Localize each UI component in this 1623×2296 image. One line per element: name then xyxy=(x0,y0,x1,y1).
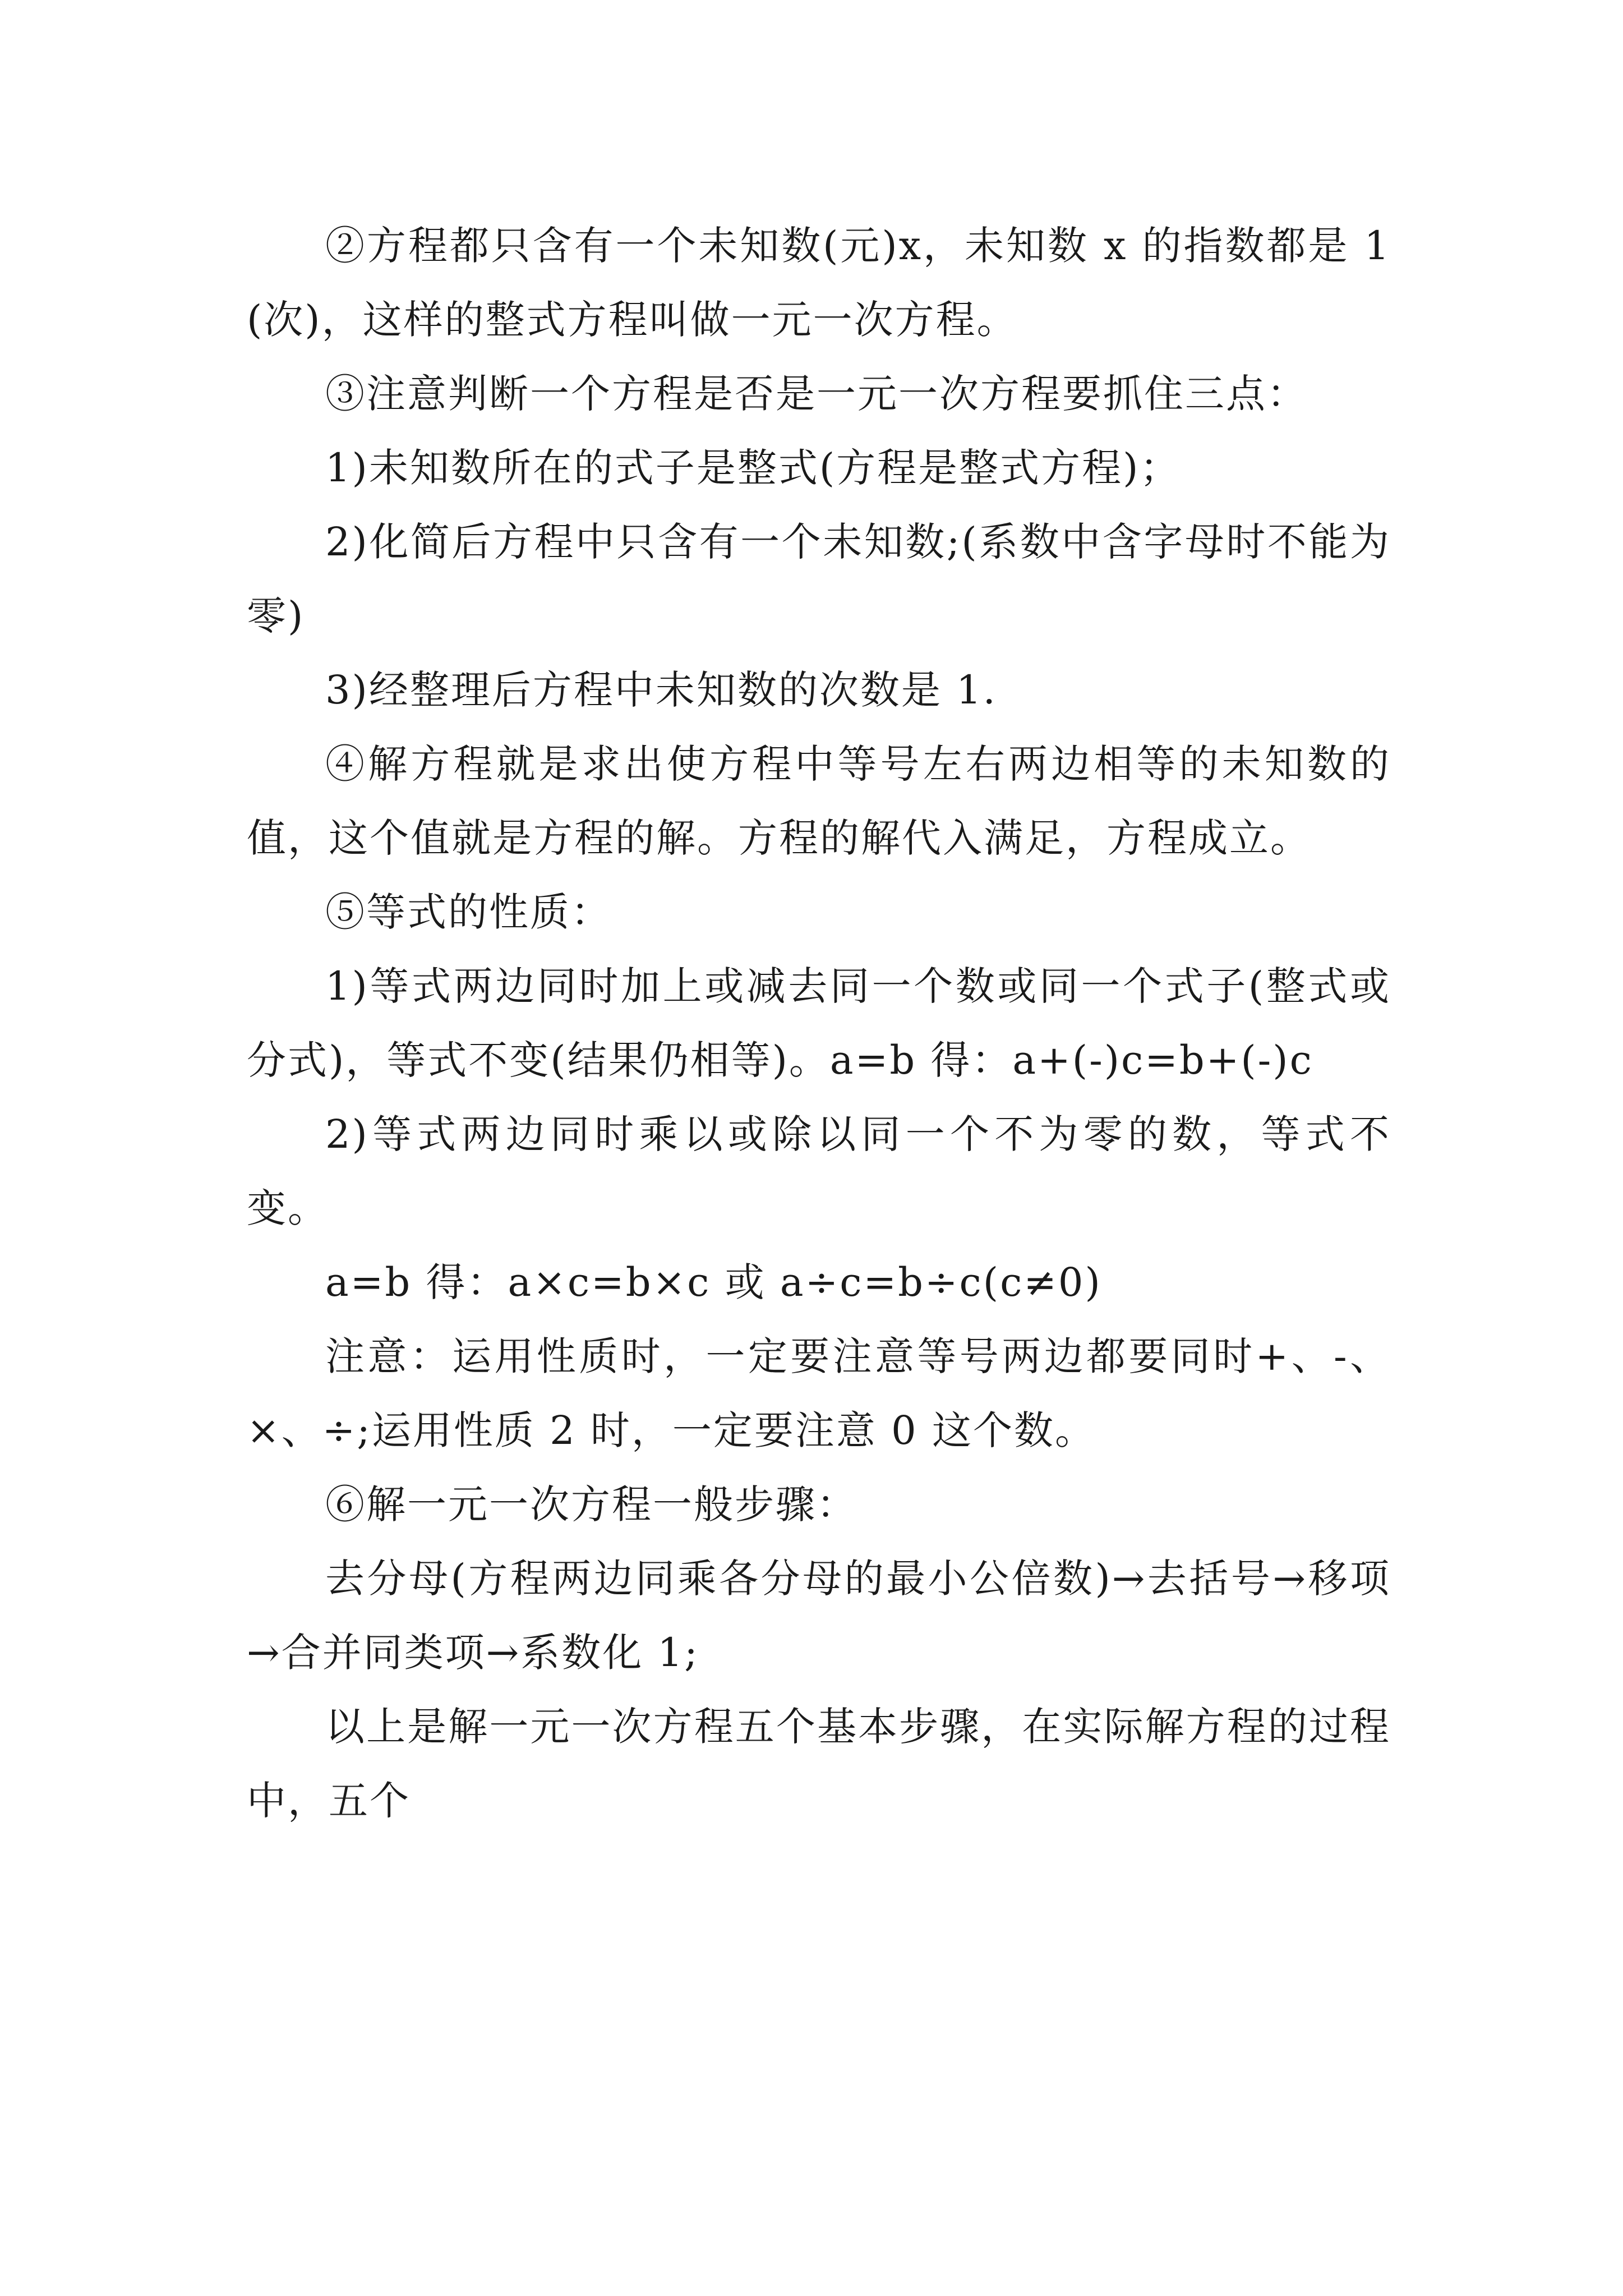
paragraph-solution-definition: ④解方程就是求出使方程中等号左右两边相等的未知数的值，这个值就是方程的解。方程的解代入满足，方程成立。 xyxy=(247,741,1391,861)
paragraph-property-1: 1)等式两边同时加上或减去同一个数或同一个式子(整式或分式)，等式不变(结果仍相等)。a=b 得：a+(-)c=b+(-)c xyxy=(247,963,1391,1083)
paragraph-steps: 去分母(方程两边同乘各分母的最小公倍数)→去括号→移项→合并同类项→系数化 1; xyxy=(247,1556,1391,1676)
paragraph-judgement-intro: ③注意判断一个方程是否是一元一次方程要抓住三点： xyxy=(325,371,1308,417)
paragraph-equality-properties-heading: ⑤等式的性质： xyxy=(325,889,612,935)
paragraph-steps-heading: ⑥解一元一次方程一般步骤： xyxy=(325,1481,857,1527)
paragraph-steps-summary: 以上是解一元一次方程五个基本步骤，在实际解方程的过程中，五个 xyxy=(247,1704,1391,1824)
document-body xyxy=(247,209,1391,1838)
paragraph-property-2: 2)等式两边同时乘以或除以同一个不为零的数，等式不变。 xyxy=(247,1111,1391,1231)
paragraph-linear-equation-definition: ②方程都只含有一个未知数(元)x，未知数 x 的指数都是 1(次)，这样的整式方程叫做一元一次方程。 xyxy=(247,223,1391,343)
paragraph-property-2-formula: a=b 得：a×c=b×c 或 a÷c=b÷c(c≠0) xyxy=(325,1259,1102,1305)
paragraph-point-3: 3)经整理后方程中未知数的次数是 1. xyxy=(325,667,997,713)
paragraph-point-2: 2)化简后方程中只含有一个未知数;(系数中含字母时不能为零) xyxy=(247,519,1391,639)
paragraph-point-1: 1)未知数所在的式子是整式(方程是整式方程)； xyxy=(325,445,1181,491)
paragraph-note: 注意：运用性质时，一定要注意等号两边都要同时+、-、×、÷;运用性质 2 时，一定要注意 0 这个数。 xyxy=(247,1333,1391,1453)
